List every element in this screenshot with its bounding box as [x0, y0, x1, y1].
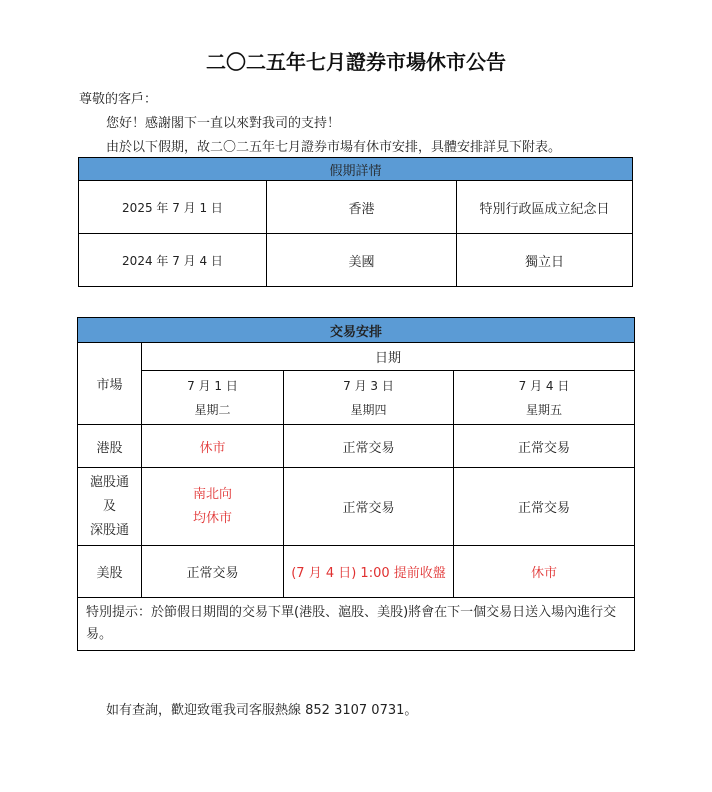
- trade-status: 正常交易: [454, 468, 635, 546]
- intro-paragraph: 由於以下假期，故二〇二五年七月證券市場有休市安排，具體安排詳見下附表。: [106, 140, 562, 155]
- day-weekday: 星期四: [350, 402, 387, 417]
- trade-status: 正常交易: [284, 468, 454, 546]
- holiday-market: 美國: [267, 234, 457, 287]
- holiday-name: 獨立日: [457, 234, 633, 287]
- table-row: [79, 181, 633, 234]
- holiday-details-table: [78, 157, 633, 287]
- contact-line: 如有查詢，歡迎致電我司客服熱線 852 3107 0731。: [106, 703, 418, 718]
- market-name: 港股: [78, 425, 142, 468]
- day-weekday: 星期二: [194, 402, 231, 417]
- trade-status: 正常交易: [142, 546, 284, 598]
- market-name-line: 滬股通: [89, 474, 129, 490]
- table-row: [78, 546, 635, 598]
- holiday-table-header: 假期詳情: [79, 158, 633, 181]
- holiday-market: 香港: [267, 181, 457, 234]
- table-row: [78, 425, 635, 468]
- day-header: [142, 371, 284, 425]
- day-date: 7 月 4 日: [518, 378, 570, 393]
- trade-status-line: 均休市: [192, 510, 232, 526]
- trading-arrangement-table: [77, 317, 635, 651]
- trade-status-line: 南北向: [192, 486, 232, 502]
- holiday-date: 2024 年 7 月 4 日: [79, 234, 267, 287]
- day-header: [284, 371, 454, 425]
- trade-status: 正常交易: [284, 425, 454, 468]
- market-name: 美股: [78, 546, 142, 598]
- trade-status: [142, 468, 284, 546]
- page-title: 二〇二五年七月證券市場休市公告: [206, 50, 506, 74]
- trade-status: 正常交易: [454, 425, 635, 468]
- salutation: 尊敬的客戶：: [79, 92, 158, 107]
- day-date: 7 月 3 日: [343, 378, 394, 393]
- day-header: [454, 371, 635, 425]
- table-row: [78, 468, 635, 546]
- market-name-line: 及: [102, 498, 116, 514]
- holiday-name: 特別行政區成立紀念日: [457, 181, 633, 234]
- trade-table-header: 交易安排: [78, 318, 635, 343]
- greeting-paragraph: 您好！感謝閣下一直以來對我司的支持！: [106, 116, 341, 131]
- trade-status: 休市: [454, 546, 635, 598]
- table-row: [79, 234, 633, 287]
- day-weekday: 星期五: [526, 402, 563, 417]
- holiday-date: 2025 年 7 月 1 日: [79, 181, 267, 234]
- trade-status: 休市: [142, 425, 284, 468]
- market-name-line: 深股通: [89, 522, 129, 538]
- day-date: 7 月 1 日: [187, 378, 238, 393]
- trade-status: (7 月 4 日) 1:00 提前收盤: [284, 546, 454, 598]
- special-note: 特別提示：於節假日期間的交易下單(港股、滬股、美股)將會在下一個交易日送入場內進行交易。: [78, 598, 635, 651]
- date-column-label: 日期: [142, 343, 635, 371]
- market-column-label: 市場: [78, 343, 142, 425]
- market-name: [78, 468, 142, 546]
